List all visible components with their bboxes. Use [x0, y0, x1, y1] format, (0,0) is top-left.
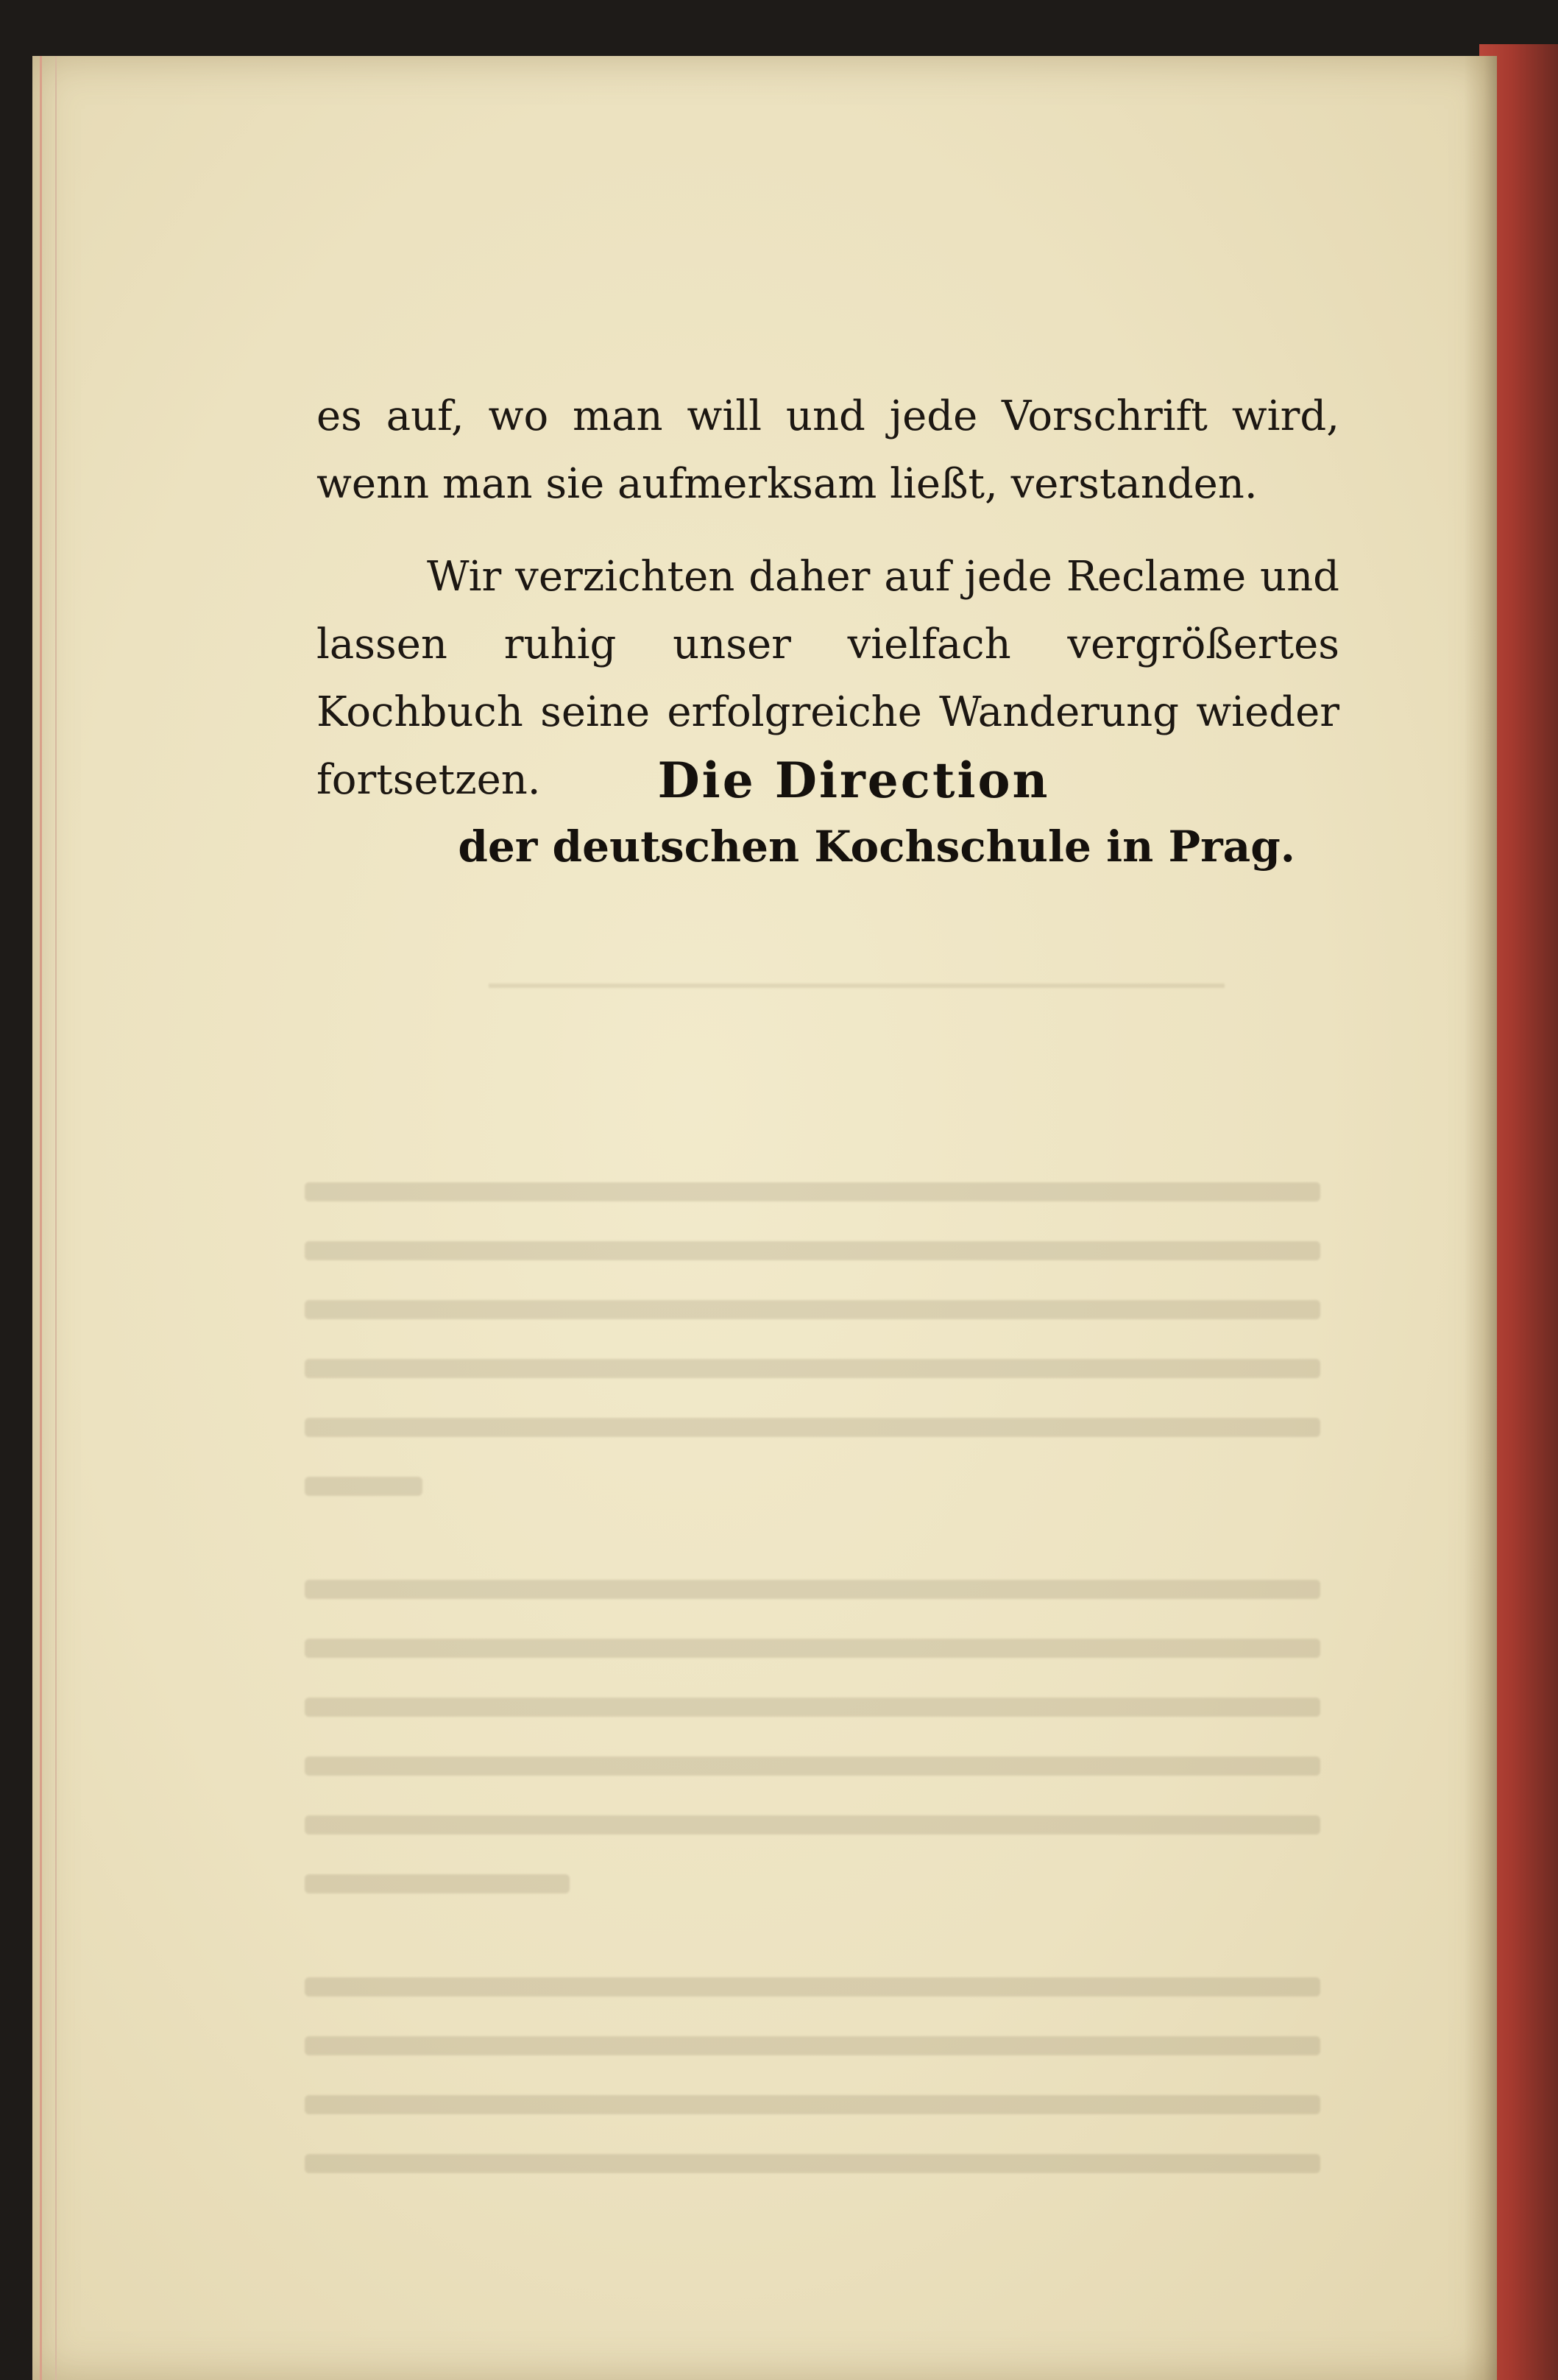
page-edge-lines [40, 56, 57, 2380]
bleed-through-line [305, 1241, 1320, 1260]
bleed-through-line [305, 1300, 1320, 1319]
bleed-through-line [305, 1756, 1320, 1776]
bleed-through-line [305, 2095, 1320, 2114]
signature-organization: der deutschen Kochschule in Prag. [458, 822, 1295, 872]
bleed-through-line [305, 1874, 570, 1893]
page-fold-shadow [1464, 56, 1497, 2380]
bleed-through-line [305, 1359, 1320, 1378]
bleed-through-line [305, 1418, 1320, 1437]
bleed-through-heading [489, 917, 1225, 988]
bleed-through-line [305, 1182, 1320, 1201]
bleed-through-reverse-side [305, 917, 1350, 2206]
paragraph: Wir verzichten daher auf jede Reclame und lassen ruhig unser vielfach vergrößertes Kochbuch seine erfolgreiche Wanderung wieder fortsetzen. [316, 553, 1339, 804]
bleed-through-line [305, 1977, 1320, 1996]
bleed-through-line [305, 2036, 1320, 2055]
bleed-through-line [305, 2154, 1320, 2173]
signature-block [316, 747, 1295, 880]
paragraph: es auf, wo man will und jede Vorschrift wird, wenn man sie aufmerksam ließt, verstanden. [316, 392, 1339, 508]
bleed-through-line [305, 1815, 1320, 1835]
signature-title: Die Direction [657, 752, 1050, 809]
bleed-through-line [305, 1639, 1320, 1658]
bleed-through-line [305, 1580, 1320, 1599]
bleed-through-line [305, 1477, 422, 1496]
bleed-through-line [305, 1698, 1320, 1717]
